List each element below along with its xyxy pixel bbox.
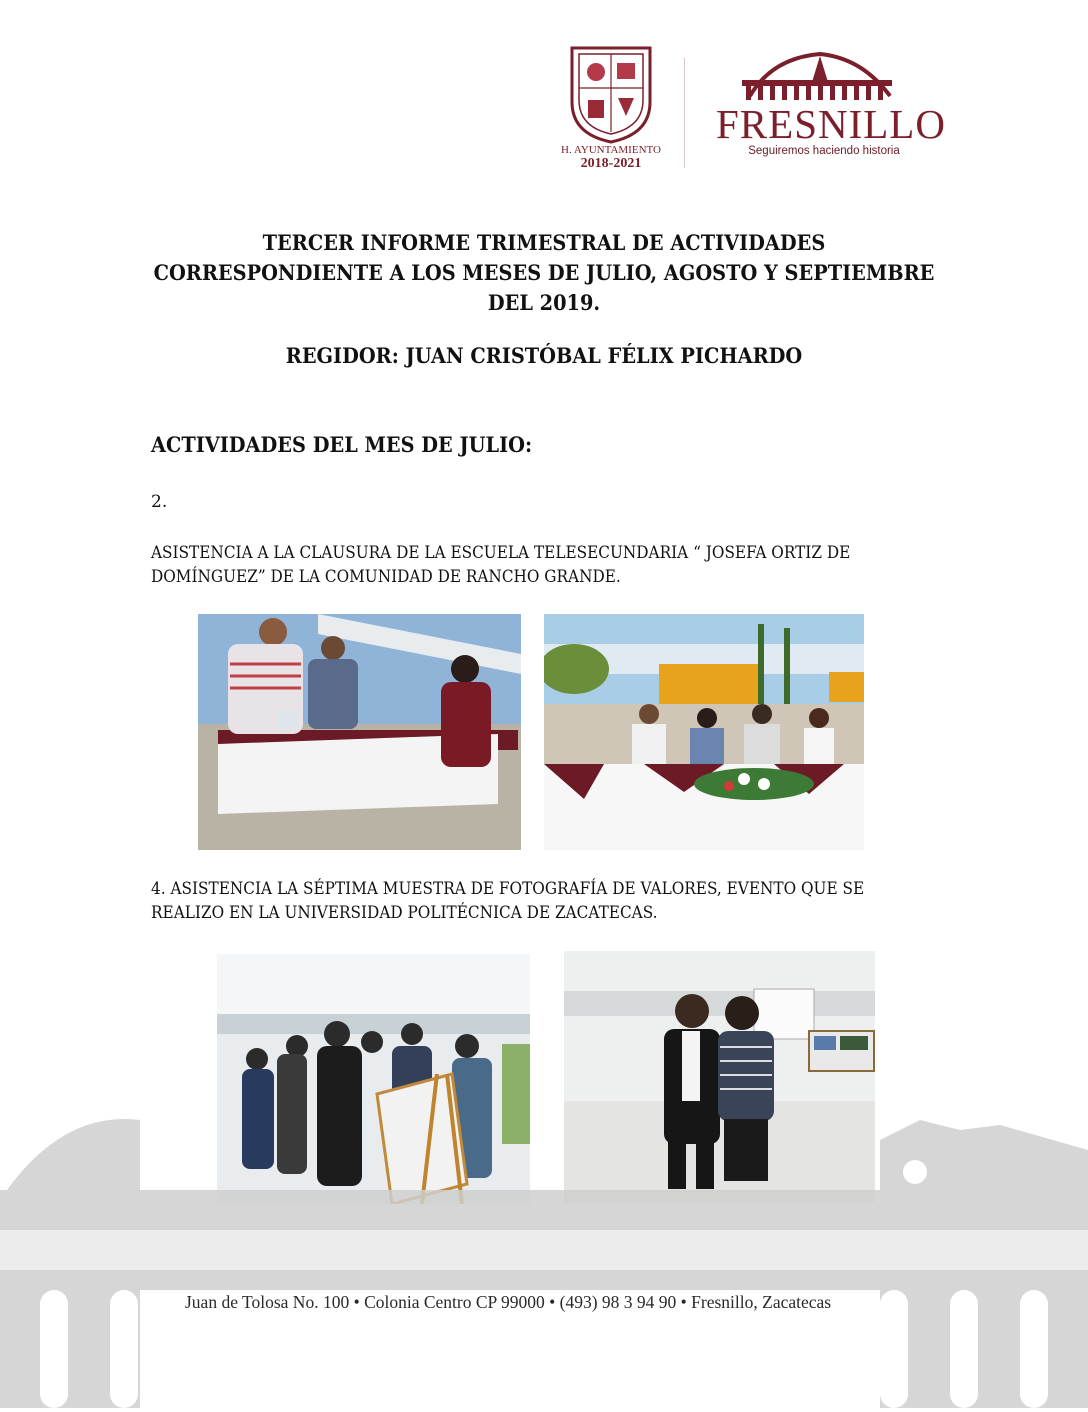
brand-slogan: Seguiremos haciendo historia: [748, 145, 900, 157]
brand-name: FRESNILLO: [716, 101, 946, 147]
footer-address: Juan de Tolosa No. 100 • Colonia Centro CP 99000 • (493) 98 3 94 90 • Fresnillo, Zacatecas: [185, 1292, 832, 1312]
photo-clausura-presidium: [544, 614, 864, 850]
month-heading: ACTIVIDADES DEL MES DE JULIO:: [151, 432, 533, 457]
report-title: TERCER INFORME TRIMESTRAL DE ACTIVIDADES CORRESPONDIENTE A LOS MESES DE JULIO, AGOSTO Y SEPTIEMBRE DEL 2019.: [153, 230, 935, 315]
activity-4-description: 4. ASISTENCIA LA SÉPTIMA MUESTRA DE FOTOGRAFÍA DE VALORES, EVENTO QUE SE REALIZO EN LA UNIVERSIDAD POLITÉCNICA DE ZACATECAS.: [151, 879, 865, 923]
header-divider: [684, 58, 685, 168]
footer-watermark-arches: [0, 1080, 1088, 1408]
photo-clausura-greeting: [198, 614, 521, 850]
regidor-name: REGIDOR: JUAN CRISTÓBAL FÉLIX PICHARDO: [285, 343, 803, 368]
item-number: 2.: [151, 492, 168, 512]
activity-2-description: ASISTENCIA A LA CLAUSURA DE LA ESCUELA TELESECUNDARIA “ JOSEFA ORTIZ DE DOMÍNGUEZ” DE LA COMUNIDAD DE RANCHO GRANDE.: [151, 543, 851, 587]
seal-caption: H. AYUNTAMIENTO 2018-2021: [561, 144, 661, 171]
